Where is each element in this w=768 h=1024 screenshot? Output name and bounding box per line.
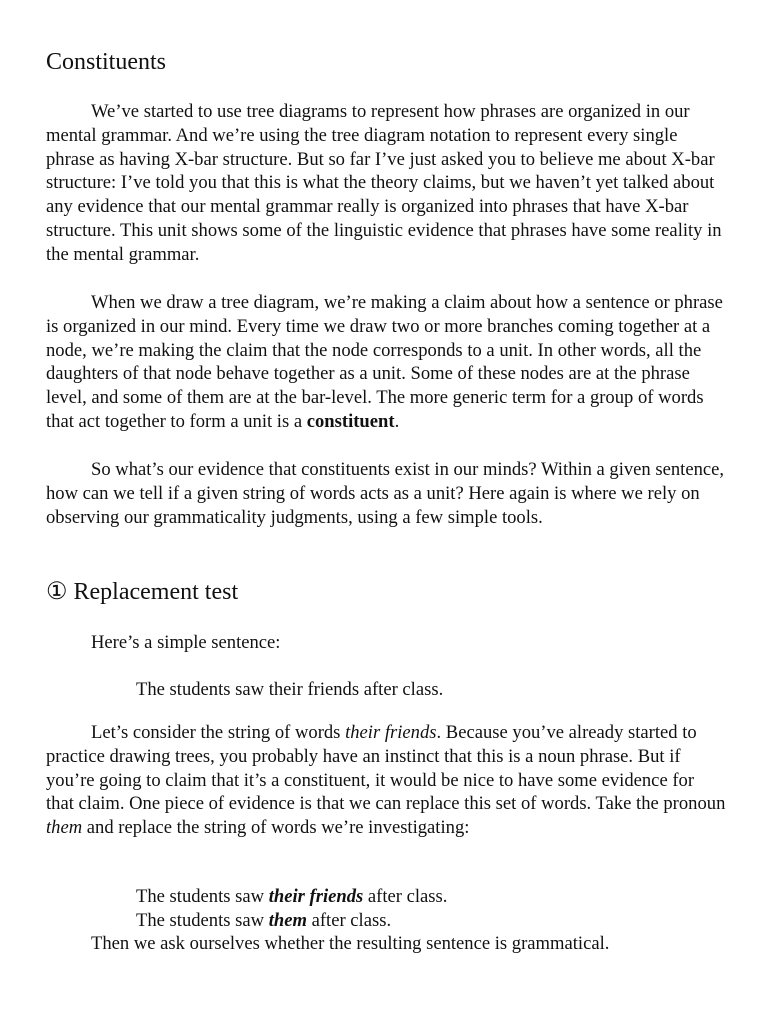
paragraph-text: . Because you’ve already started to practice drawing trees, you probably have an instinct that this is a noun phrase. But if you’re going to claim that it’s a constituent, it would be nice to have some evidence for that claim. One piece of evidence is that we can replace this set of words. Take the pronoun bbox=[46, 722, 726, 815]
paragraph-text: When we draw a tree diagram, we’re making a claim about how a sentence or phrase is organized in our mind. Every time we draw two or more branches coming together at a node, we’re making the claim that the node corresponds to a unit. In other words, all the daughters of that node behave together as a unit. Some of these nodes are at the phrase level, and some of them are at the bar-level. The more generic term for a group of words that act together to form a unit is a bbox=[46, 292, 723, 432]
paragraph-intro: We’ve started to use tree diagrams to represent how phrases are organized in our mental grammar. And we’re using the tree diagram notation to represent every single phrase as having X-bar structure. But so far I’ve just asked you to believe me about X-bar structure: I’ve told you that this is what the theory claims, but we haven’t yet talked about any evidence that our mental grammar really is organized into phrases that have X-bar structure. This unit shows some of the linguistic evidence that phrases have some reality in the mental grammar. bbox=[46, 101, 722, 265]
closing-line: Then we ask ourselves whether the resulting sentence is grammatical. bbox=[91, 933, 610, 954]
paragraph-end: . bbox=[394, 410, 400, 432]
paragraph-tree-diagrams bbox=[46, 291, 726, 434]
intro-line: Here’s a simple sentence: bbox=[91, 632, 281, 653]
term-constituent: constituent bbox=[306, 410, 395, 432]
italic-their-friends: their friends bbox=[345, 722, 437, 743]
emphasis-them: them bbox=[268, 910, 307, 931]
example-text: The students saw bbox=[136, 886, 269, 907]
example-sentence: The students saw their friends after class. bbox=[136, 679, 444, 700]
page-title: Constituents bbox=[46, 49, 167, 75]
italic-them: them bbox=[46, 817, 83, 839]
paragraph-text: Let’s consider the string of words bbox=[91, 722, 346, 743]
example-text: after class. bbox=[363, 886, 448, 907]
section-heading: ① Replacement test bbox=[46, 579, 239, 605]
example-original bbox=[136, 885, 447, 909]
paragraph-replacement bbox=[46, 721, 726, 840]
emphasis-their-friends: their friends bbox=[268, 886, 364, 907]
paragraph-evidence: So what’s our evidence that constituents exist in our minds? Within a given sentence, how can we tell if a given string of words acts as a unit? Here again is where we rely on observing our grammaticality judgments, using a few simple tools. bbox=[46, 459, 725, 528]
paragraph-text: and replace the string of words we’re investigating: bbox=[82, 817, 470, 839]
example-text: The students saw bbox=[136, 910, 269, 931]
example-text: after class. bbox=[306, 910, 392, 931]
example-replaced bbox=[136, 909, 391, 933]
